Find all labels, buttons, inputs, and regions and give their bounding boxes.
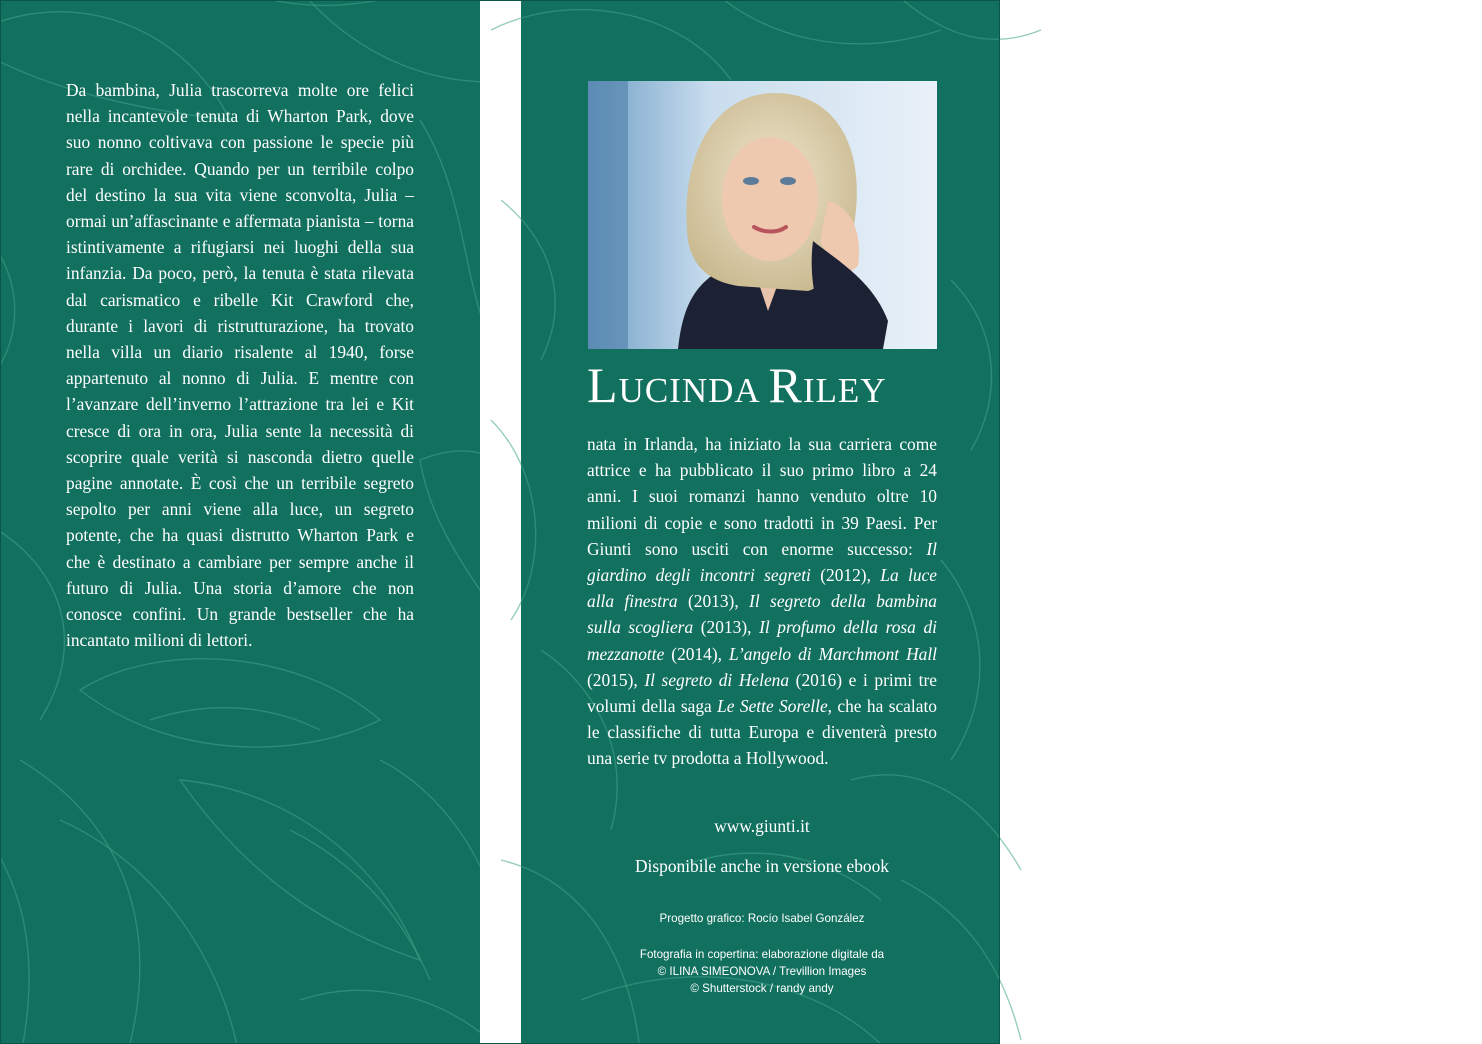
book-synopsis: Da bambina, Julia trascorreva molte ore felici nella incantevole tenuta di Wharton Park, dove suo nonno coltivava con passione le specie più rare di orchidee. Quando per un terribile colpo del destino la sua vita viene sconvolta, Julia – ormai un’affascinante e affermata pianista – torna istintivamente a rifugiarsi nei luoghi della sua infanzia. Da poco, però, la tenuta è stata rilevata dal carismatico e ribelle Kit Crawford che, durante i lavori di ristrutturazione, ha trovato nella villa un diario risalente al 1940, forse appartenuto al nonno di Julia. E mentre con l’avanzare dell’inverno l’attrazione tra lei e Kit cresce di ora in ora, Julia sente la necessità di scoprire quale verità si nasconda dietro quelle pagine annotate. È così che un terribile segreto sepolto per anni viene alla luce, un segreto potente, che ha quasi distrutto Wharton Park e che è destinato a cambiare per sempre anche il futuro di Julia. Una storia d’amore che non conosce confini. Un grande bestseller che ha incantato milioni di lettori. (66, 80, 414, 651)
author-photo (588, 81, 937, 349)
book-title: Il segreto della bambina sulla scogliera (587, 591, 937, 638)
photo-credit: © Astrid Waller (1472, 88, 1482, 148)
front-flap (521, 0, 1482, 1044)
author-last-initial: R (768, 357, 803, 413)
book-title: Il profumo della rosa di mezzanotte (587, 617, 937, 664)
publisher-website: www.giunti.it (714, 816, 810, 836)
author-name (587, 356, 937, 414)
ebook-note: Disponibile anche in versione ebook (634, 856, 890, 876)
cover-photo-credit: Fotografia in copertina: elaborazione digitale da © ILINA SIMEONOVA / Trevillion Images © Shutterstock / randy andy (639, 948, 885, 995)
back-flap (0, 0, 480, 1044)
series-title: Le Sette Sorelle (717, 696, 828, 717)
book-title: Il segreto di Helena (644, 669, 790, 690)
author-last-rest: ILEY (802, 371, 887, 410)
spine-gap (480, 0, 521, 1044)
book-title: L’angelo di Marchmont Hall (728, 643, 937, 664)
author-first-initial: L (587, 357, 619, 413)
graphic-design-credit: Progetto grafico: Rocío Isabel González (659, 912, 865, 925)
book-title: Il giardino degli incontri segreti (587, 538, 937, 586)
author-bio: nata in Irlanda, ha iniziato la sua carriera come attrice e ha pubblicato il suo primo libro a 24 anni. I suoi romanzi hanno venduto oltre 10 milioni di copie e sono tradotti in 39 Paesi. Per Giunti sono usciti con enorme successo: Il giardino degli incontri segreti (2012), La luce alla finestra (2013), Il segreto della bambina sulla scogliera (2013), Il profumo della rosa di mezzanotte (2014), L’angelo di Marchmont Hall (2015), Il segreto di Helena (2016) e i primi tre volumi della saga Le Sette Sorelle, che ha scalato le classifiche di tutta Europa e diventerà presto una serie tv prodotta a Hollywood. (587, 434, 938, 769)
book-title: La luce alla finestra (587, 565, 937, 612)
author-first-rest: UCINDA (618, 371, 759, 410)
